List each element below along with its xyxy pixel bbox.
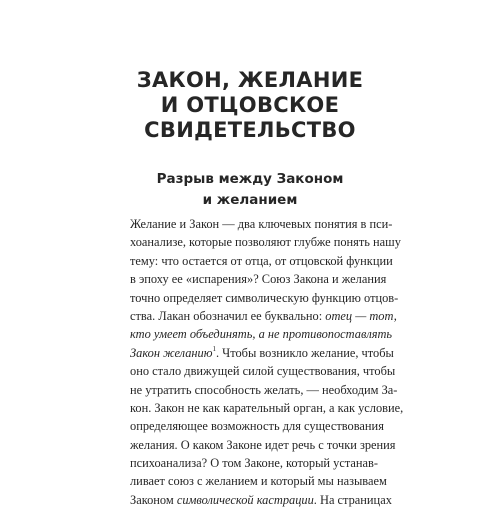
italic-quote-line: кто умеет объединять, а не противопоставлять	[130, 327, 393, 342]
text-line: в эпоху ее «испарения»? Союз Закона и желания	[130, 272, 387, 287]
section-title	[0, 169, 500, 211]
text-line: психоанализа? О том Законе, который устанав-	[130, 456, 379, 471]
text-line	[130, 344, 394, 362]
text-line: не утратить способность желать, — необходим За-	[130, 382, 398, 397]
text-line: точно определяет символическую функцию отцов-	[130, 290, 399, 305]
body-paragraph	[130, 215, 404, 509]
text-line	[130, 307, 397, 325]
text-line: определяющее возможность для существования	[130, 419, 384, 434]
italic-quote: отец — тот,	[325, 308, 397, 323]
text-run: . Чтобы возникло желание, чтобы	[215, 345, 394, 360]
footnote-marker[interactable]: 1	[212, 344, 216, 353]
chapter-title-line: СВИДЕТЕЛЬСТВО	[144, 118, 356, 142]
italic-quote: Закон желанию	[130, 345, 213, 360]
section-title-line: Разрыв между Законом	[156, 171, 344, 187]
text-line: желания. О каком Законе идет речь с точки зрения	[130, 437, 396, 452]
text-line: кон. Закон не как карательный орган, а как условие,	[130, 400, 404, 415]
chapter-title	[0, 68, 500, 143]
text-line: хоанализе, которые позволяют глубже понять нашу	[130, 235, 401, 250]
section-title-line: и желанием	[202, 192, 298, 208]
text-line: ливает союз с желанием и который мы называем	[130, 474, 387, 489]
chapter-title-line: ЗАКОН, ЖЕЛАНИЕ	[136, 68, 364, 92]
text-run: ства. Лакан обозначил ее буквально:	[130, 308, 326, 323]
text-line: оно стало движущей силой существования, чтобы	[130, 364, 396, 379]
text-run: . На страницах	[313, 492, 392, 507]
italic-term: символической кастрации	[176, 492, 314, 507]
text-line: тему: что остается от отца, от отцовской функции	[130, 253, 393, 268]
text-line: Желание и Закон — два ключевых понятия в пси-	[130, 217, 393, 231]
text-run: Законом	[130, 492, 177, 507]
chapter-title-line: И ОТЦОВСКОЕ	[160, 93, 340, 117]
